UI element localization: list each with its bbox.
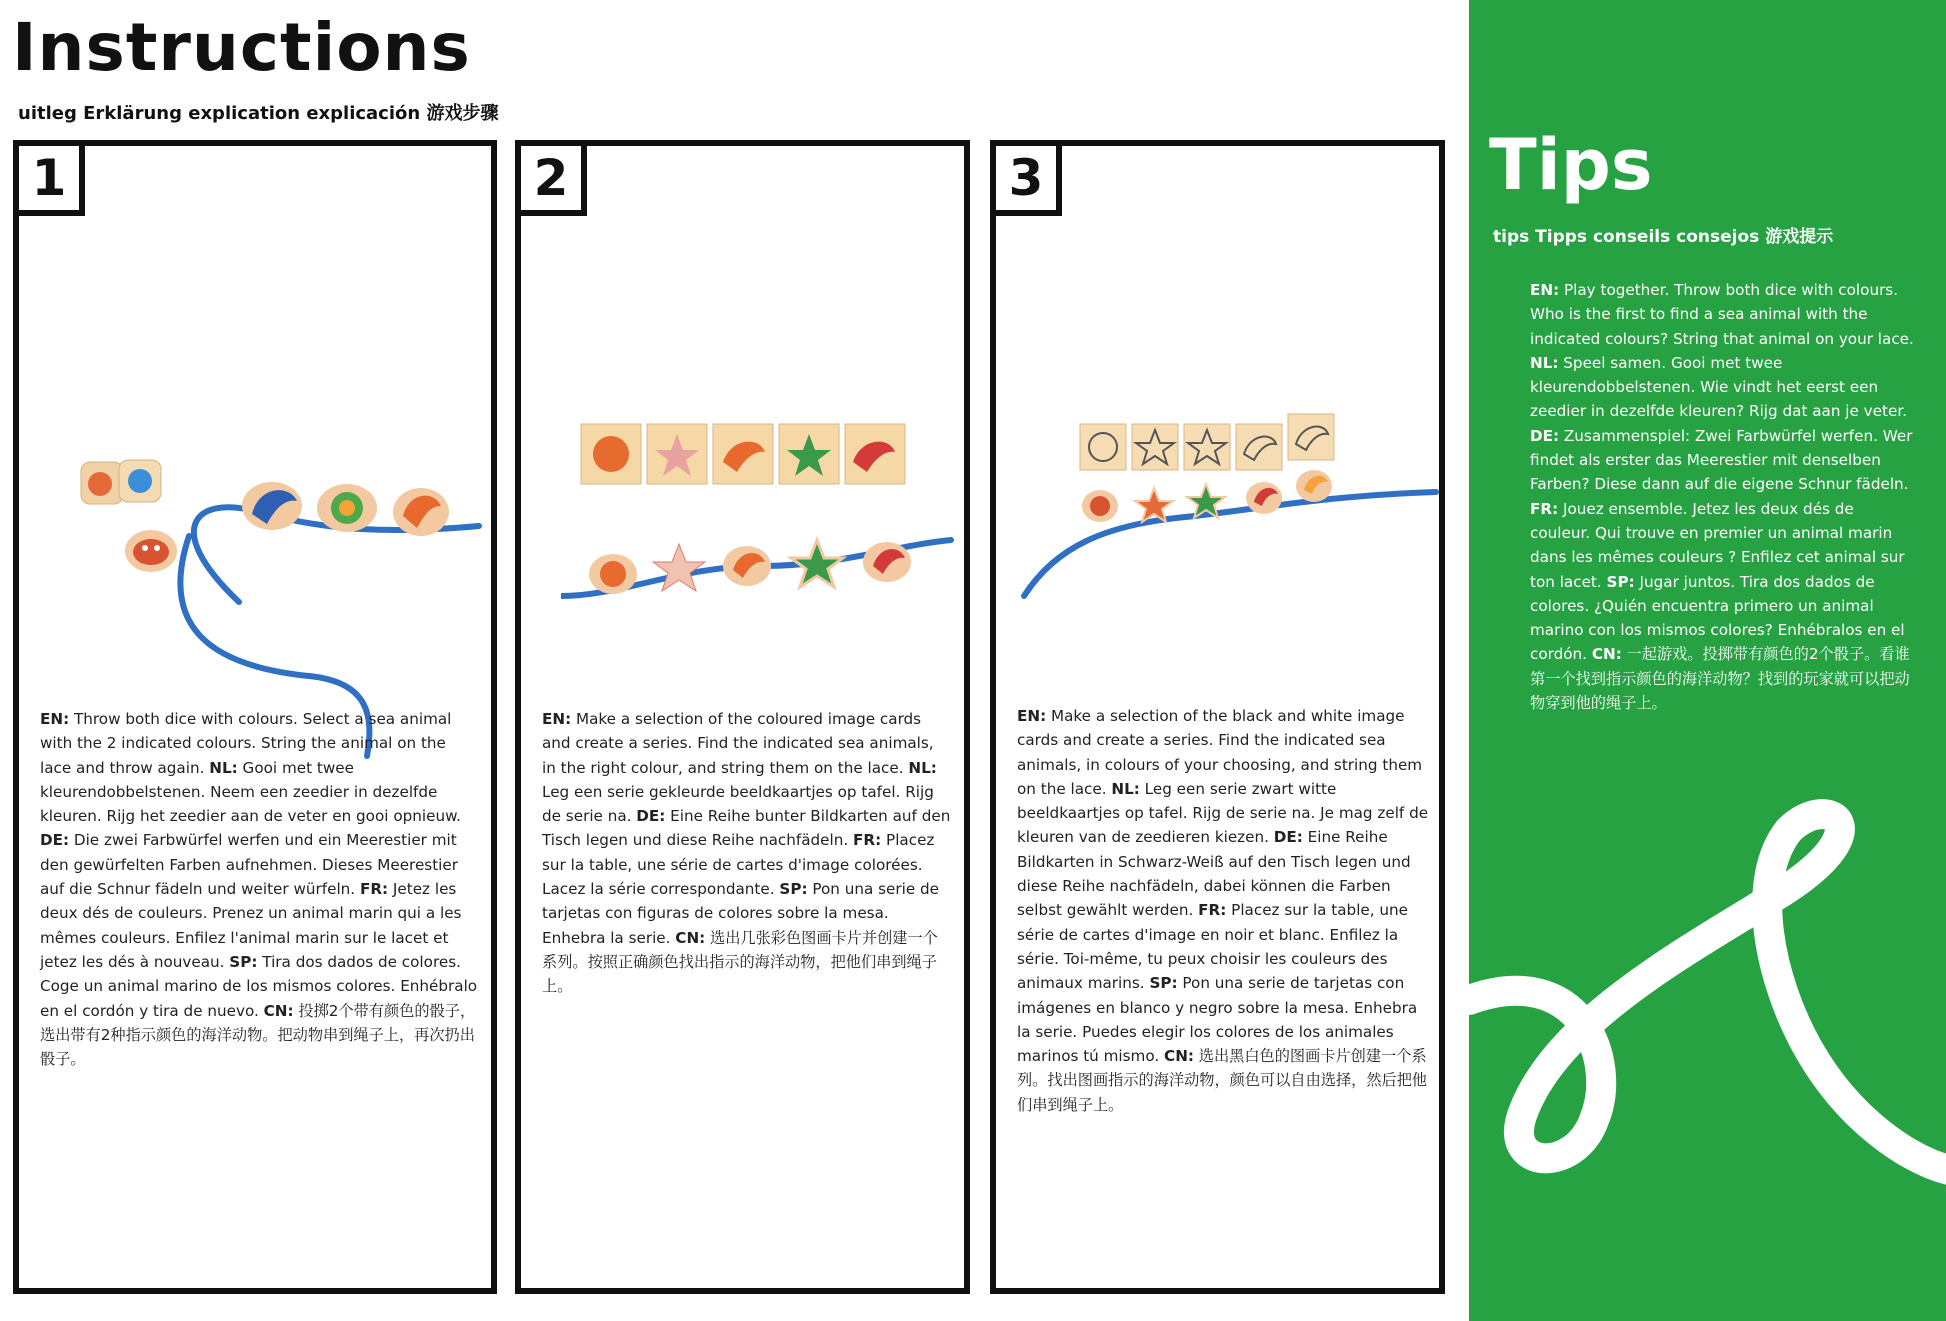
step-panel-2 xyxy=(515,140,970,1294)
dice-icon xyxy=(81,460,161,504)
page-title: Instructions xyxy=(12,9,471,86)
step-2-illustration xyxy=(561,416,961,756)
tips-subtitle: tips Tipps conseils consejos 游戏提示 xyxy=(1493,227,1834,247)
turtle-bead-icon xyxy=(317,484,377,532)
bw-image-card-row xyxy=(1080,414,1334,470)
fish-bead-icon xyxy=(393,488,449,536)
image-card-row xyxy=(581,424,905,484)
page-subtitle: uitleg Erklärung explication explicación 游戏步骤 xyxy=(18,103,499,124)
step-number: 1 xyxy=(13,140,85,216)
tips-title: Tips xyxy=(1489,124,1653,206)
step-number: 3 xyxy=(990,140,1062,216)
tips-text: EN: Play together. Throw both dice with colours. Who is the first to find a sea animal with the indicated colours? String that animal on your lace. NL: Speel samen. Gooi met twee kleurendobbelstenen. Wie vindt het eerst een zeedier in dezelfde kleuren? Rijg dat aan je veter. DE: Zusammenspiel: Zwei Farbwürfel werfen. Wer findet als erster das Meerestier mit denselben Farben? Diese dann auf die eigene Schnur fädeln. FR: Jouez ensemble. Jetez les deux dés de couleur. Qui trouve en premier un animal marin dans les mêmes couleurs ? Enfilez cet animal sur ton lacet. SP: Jugar juntos. Tira dos dados de colores. ¿Quién encuentra primero un animal marino con los mismos colores? Enhébralos en el cordón. CN: 一起游戏。投掷带有颜色的2个骰子。看谁第一个找到指示颜色的海洋动物？找到的玩家就可以把动物穿到他的绳子上。 xyxy=(1530,281,1914,713)
step-1-text: EN: Throw both dice with colours. Select a sea animal with the 2 indicated colours. String the animal on the lace and throw again. NL: Gooi met twee kleurendobbelstenen. Neem een zeedier in dezelfde kleuren. Rijg het zeedier aan de veter en gooi opnieuw. DE: Die zwei Farbwürfel werfen und ein Meerestier mit den gewürfelten Farben aufnehmen. Dieses Meerestier auf die Schnur fädeln und weiter würfeln. FR: Jetez les deux dés de couleurs. Prenez un animal marin qui a les mêmes couleurs. Enfilez l'animal marin sur le lacet et jetez les dés à nouveau. SP: Tira dos dados de colores. Coge un animal marino de los mismos colores. Enhébralo en el cordón y tira de nuevo. CN: 投掷2个带有颜色的骰子，选出带有2种指示颜色的海洋动物。把动物串到绳子上，再次扔出骰子。 xyxy=(40,710,478,1069)
crab-bead-icon xyxy=(125,530,177,572)
step-number: 2 xyxy=(515,140,587,216)
step-2-text: EN: Make a selection of the coloured image cards and create a series. Find the indicated sea animals, in the right colour, and string them on the lace. NL: Leg een serie gekleurde beeldkaartjes op tafel. Rijg de serie na. DE: Eine Reihe bunter Bildkarten auf den Tisch legen und diese Reihe nachfädeln. FR: Placez sur la table, une série de cartes d'image colorées. Lacez la série correspondante. SP: Pon una serie de tarjetas con figuras de colores sobre la mesa. Enhebra la serie. CN: 选出几张彩色图画卡片并创建一个系列。按照正确颜色找出指示的海洋动物，把他们串到绳子上。 xyxy=(542,710,951,996)
dolphin-bead-icon xyxy=(242,482,302,530)
step-3-text: EN: Make a selection of the black and white image cards and create a series. Find the indicated sea animals, in colours of your choosing, and string them on the lace. NL: Leg een serie zwart witte beeldkaartjes op tafel. Rijg de serie na. Je mag zelf de kleuren van de zeedieren kiezen. DE: Eine Reihe Bildkarten in Schwarz-Weiß auf den Tisch legen und diese Reihe nachfädeln, dabei können die Farben selbst gewählt werden. FR: Placez sur la table, une série de cartes d'image en noir et blanc. Enfilez la série. Toi-même, tu peux choisir les couleurs des animaux marins. SP: Pon una serie de tarjetas con imágenes en blanco y negro sobre la mesa. Enhebra la serie. Puedes elegir los colores de los animales marinos tú mismo. CN: 选出黑白色的图画卡片创建一个系列。找出图画指示的海洋动物，颜色可以自由选择，然后把他们串到绳子上。 xyxy=(1017,707,1429,1114)
tips-panel xyxy=(1469,0,1946,1321)
step-3-illustration xyxy=(1016,396,1446,736)
step-panel-3 xyxy=(990,140,1445,1294)
step-panel-1 xyxy=(13,140,497,1294)
